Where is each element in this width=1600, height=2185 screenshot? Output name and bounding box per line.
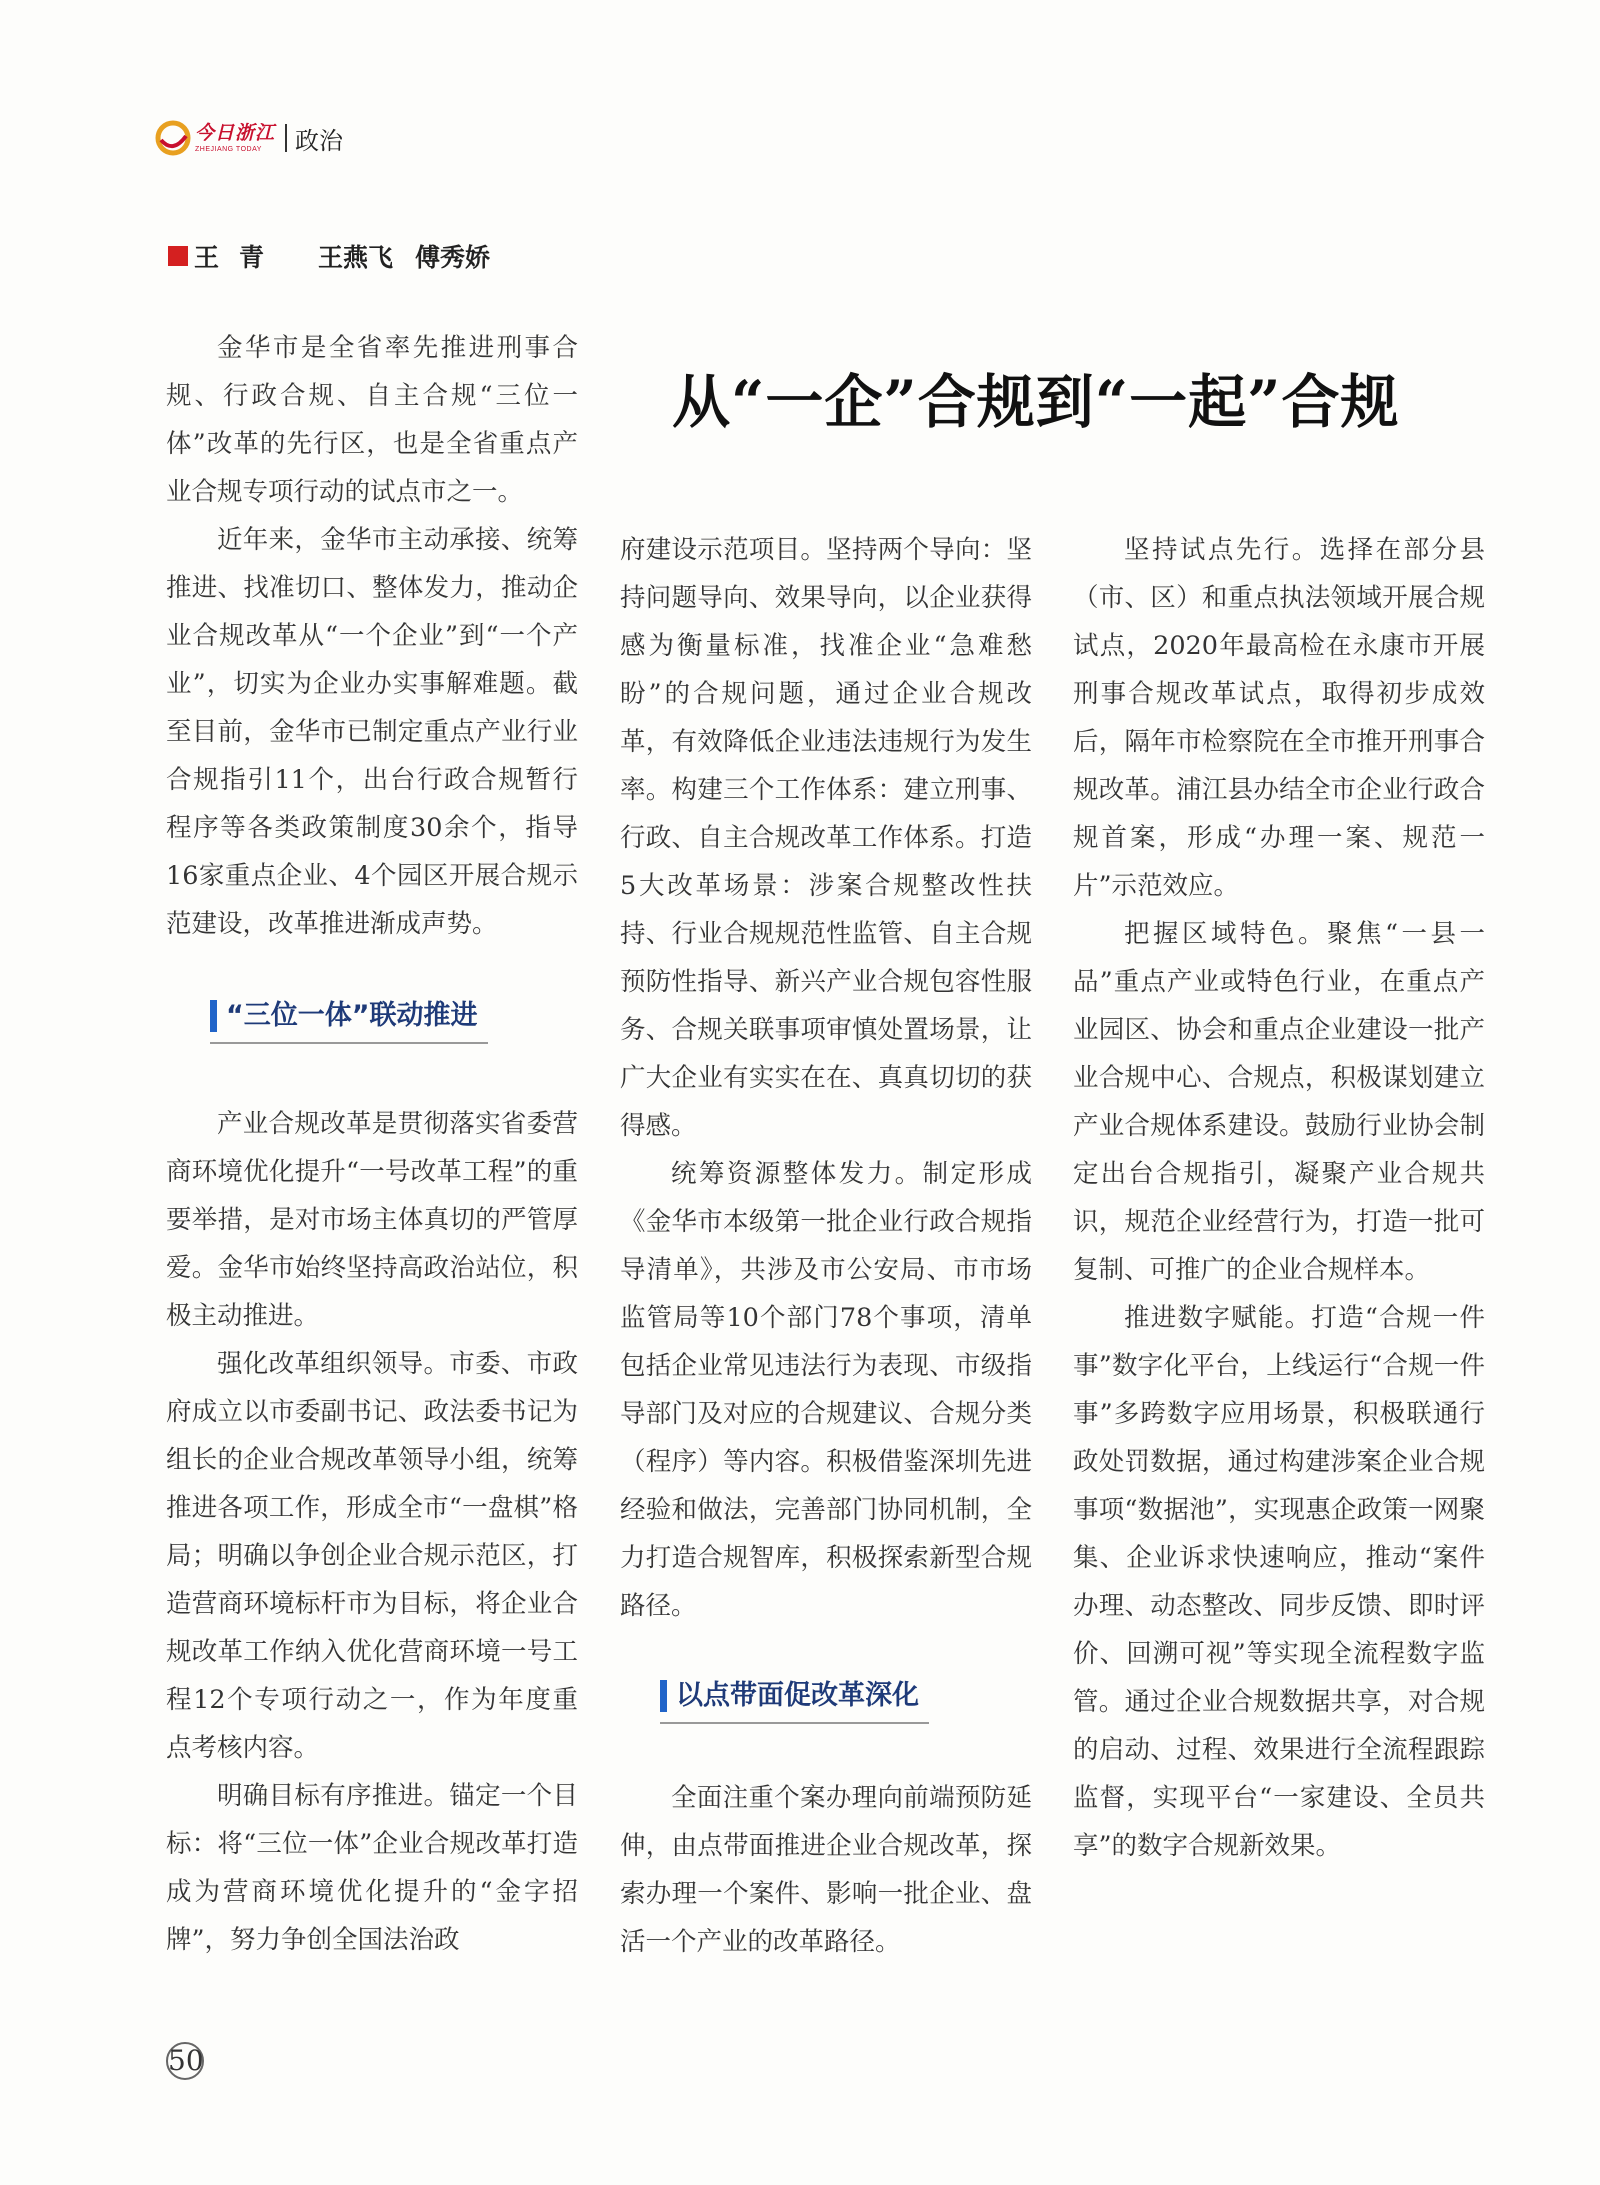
page-number: 50 — [166, 2042, 204, 2080]
author-marker-icon — [168, 246, 188, 266]
logo-english: ZHEJIANG TODAY — [195, 145, 262, 153]
logo-chinese: 今日浙江 — [195, 121, 276, 144]
section-heading — [210, 996, 488, 1044]
heading-bar — [210, 1000, 217, 1032]
header-divider — [285, 124, 287, 152]
section-heading — [660, 1676, 929, 1724]
paragraph: 全面注重个案办理向前端预防延伸，由点带面推进企业合规改革，探索办理一个案件、影响一批企业、盘活一个产业的改革路径。 — [620, 1783, 1032, 1957]
paragraph: 把握区域特色。聚焦“一县一品”重点产业或特色行业，在重点产业园区、协会和重点企业建设一批产业合规中心、合规点，积极谋划建立产业合规体系建设。鼓励行业协会制定出台合规指引，凝聚产业合规共识，规范企业经营行为，打造一批可复制、可推广的企业合规样本。 — [1073, 919, 1485, 1285]
author-1: 王青 — [194, 243, 285, 272]
column-1 — [166, 324, 578, 1964]
author-3: 傅秀娇 — [415, 243, 491, 272]
paragraph-continued: 府建设示范项目。坚持两个导向：坚持问题导向、效果导向，以企业获得感为衡量标准，找准企业“急难愁盼”的合规问题，通过企业合规改革，有效降低企业违法违规行为发生率。构建三个工作体系：建立刑事、行政、自主合规改革工作体系。打造5大改革场景：涉案合规整改性扶持、行业合规规范性监管、自主合规预防性指导、新兴产业合规包容性服务、合规关联事项审慎处置场景，让广大企业有实实在在、真真切切的获得感。 — [620, 535, 1032, 1141]
logo-text — [195, 121, 276, 153]
masthead — [155, 118, 343, 158]
article-title: 从“一企”合规到“一起”合规 — [672, 368, 1400, 436]
column-3 — [1073, 526, 1485, 1870]
sun-logo-icon — [155, 120, 191, 156]
section-label: 政治 — [295, 126, 344, 155]
heading-bar — [660, 1680, 667, 1712]
section-heading-text: “三位一体”联动推进 — [226, 1000, 478, 1031]
paragraph: 明确目标有序推进。锚定一个目标：将“三位一体”企业合规改革打造成为营商环境优化提升的“金字招牌”，努力争创全国法治政 — [166, 1781, 578, 1955]
paragraph: 强化改革组织领导。市委、市政府成立以市委副书记、政法委书记为组长的企业合规改革领导小组，统筹推进各项工作，形成全市“一盘棋”格局；明确以争创企业合规示范区，打造营商环境标杆市为目标，将企业合规改革工作纳入优化营商环境一号工程12个专项行动之一，作为年度重点考核内容。 — [166, 1349, 578, 1763]
paragraph: 近年来，金华市主动承接、统筹推进、找准切口、整体发力，推动企业合规改革从“一个企业”到“一个产业”，切实为企业办实事解难题。截至目前，金华市已制定重点产业行业合规指引11个，出台行政合规暂行程序等各类政策制度30余个，指导16家重点企业、4个园区开展合规示范建设，改革推进渐成声势。 — [166, 525, 578, 939]
paragraph: 推进数字赋能。打造“合规一件事”数字化平台，上线运行“合规一件事”多跨数字应用场景，积极联通行政处罚数据，通过构建涉案企业合规事项“数据池”，实现惠企政策一网聚集、企业诉求快速响应，推动“案件办理、动态整改、同步反馈、即时评价、回溯可视”等实现全流程数字监管。通过企业合规数据共享，对合规的启动、过程、效果进行全流程跟踪监督，实现平台“一家建设、全员共享”的数字合规新效果。 — [1073, 1303, 1485, 1861]
section-heading-text: 以点带面促改革深化 — [676, 1680, 919, 1711]
paragraph: 产业合规改革是贯彻落实省委营商环境优化提升“一号改革工程”的重要举措，是对市场主体真切的严管厚爱。金华市始终坚持高政治站位，积极主动推进。 — [166, 1109, 578, 1331]
author-line — [168, 238, 490, 274]
author-2: 王燕飞 — [318, 243, 394, 272]
paragraph: 金华市是全省率先推进刑事合规、行政合规、自主合规“三位一体”改革的先行区，也是全省重点产业合规专项行动的试点市之一。 — [166, 333, 578, 507]
column-2 — [620, 526, 1032, 1966]
paragraph: 坚持试点先行。选择在部分县（市、区）和重点执法领域开展合规试点，2020年最高检在永康市开展刑事合规改革试点，取得初步成效后，隔年市检察院在全市推开刑事合规改革。浦江县办结全市企业行政合规首案，形成“办理一案、规范一片”示范效应。 — [1073, 535, 1485, 901]
paragraph: 统筹资源整体发力。制定形成《金华市本级第一批企业行政合规指导清单》，共涉及市公安局、市市场监管局等10个部门78个事项，清单包括企业常见违法行为表现、市级指导部门及对应的合规建议、合规分类（程序）等内容。积极借鉴深圳先进经验和做法，完善部门协同机制，全力打造合规智库，积极探索新型合规路径。 — [620, 1159, 1032, 1621]
